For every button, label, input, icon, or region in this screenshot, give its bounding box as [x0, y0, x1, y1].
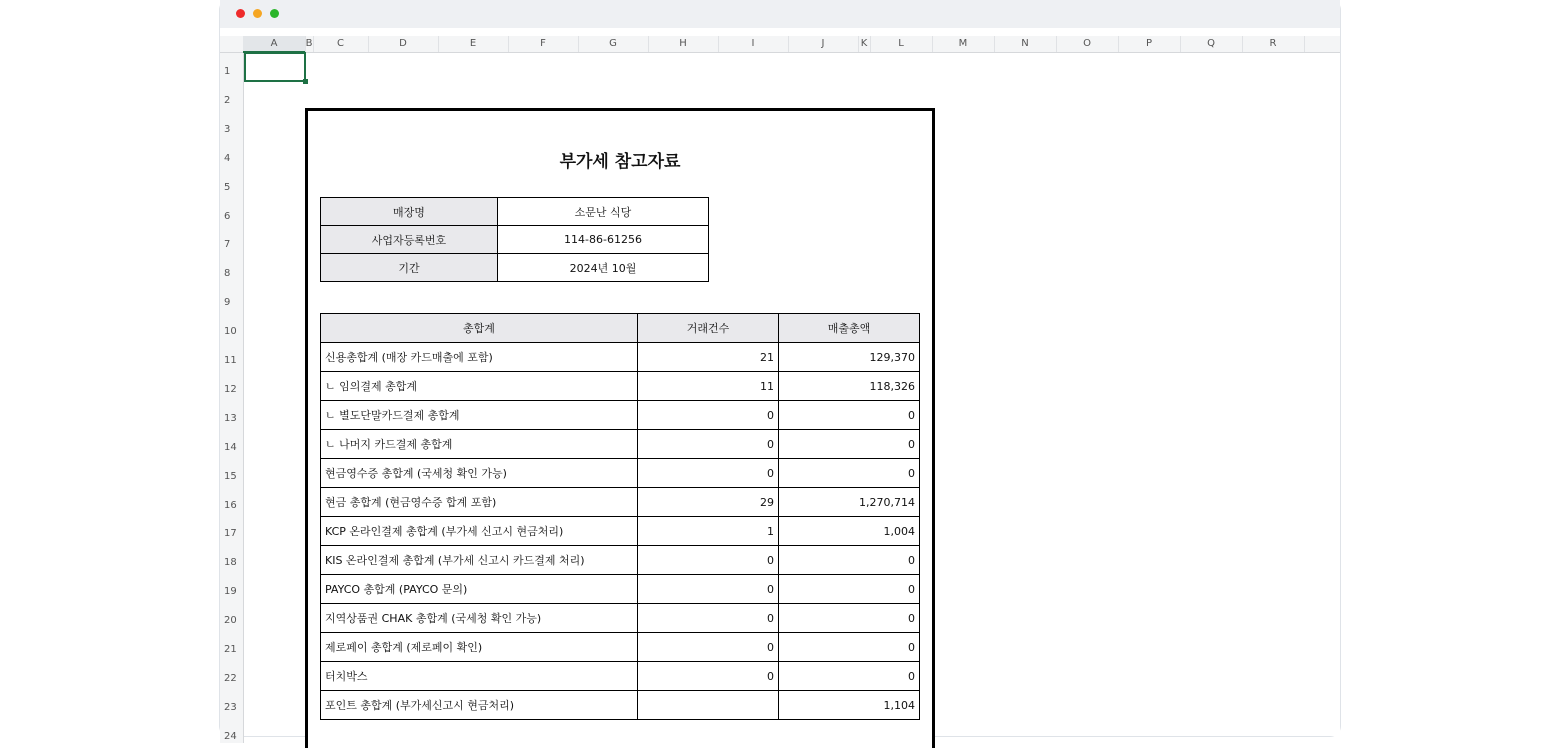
selected-cell-a1[interactable] — [244, 52, 306, 82]
spreadsheet-window — [220, 0, 1340, 742]
row-amount: 0 — [779, 401, 920, 430]
column-separator — [1304, 36, 1305, 52]
table-row — [321, 372, 920, 401]
column-header-o[interactable]: O — [1083, 38, 1091, 49]
row-header-24[interactable]: 24 — [224, 730, 237, 742]
row-count: 21 — [638, 343, 779, 372]
row-header-15[interactable]: 15 — [224, 470, 237, 482]
table-row — [321, 662, 920, 691]
column-header-total: 총합계 — [321, 314, 638, 343]
row-header-21[interactable]: 21 — [224, 644, 237, 655]
row-header-8[interactable]: 8 — [224, 268, 231, 280]
column-header-n[interactable]: N — [1021, 38, 1029, 49]
row-amount: 1,104 — [779, 691, 920, 720]
row-name: KIS 온라인결제 총합계 (부가세 신고시 카드결제 처리) — [321, 546, 638, 575]
table-row — [321, 459, 920, 488]
column-header-k[interactable]: K — [860, 38, 868, 49]
info-row — [321, 254, 709, 282]
info-value: 114-86-61256 — [498, 226, 709, 254]
row-header-22[interactable]: 22 — [224, 672, 237, 684]
document-title: 부가세 참고자료 — [559, 152, 681, 172]
table-row — [321, 343, 920, 372]
row-header-17[interactable]: 17 — [224, 528, 237, 540]
row-count: 11 — [638, 372, 779, 401]
row-count: 0 — [638, 546, 779, 575]
row-header-2[interactable]: 2 — [224, 94, 231, 106]
row-count: 1 — [638, 517, 779, 546]
column-header-a[interactable]: A — [270, 38, 278, 49]
row-header-11[interactable]: 11 — [224, 355, 237, 366]
store-info-table — [320, 197, 709, 282]
column-header-e[interactable]: E — [469, 38, 477, 49]
info-label: 사업자등록번호 — [321, 226, 498, 254]
row-name: 터치박스 — [321, 662, 638, 691]
row-name: PAYCO 총합계 (PAYCO 문의) — [321, 575, 638, 604]
row-header-3[interactable]: 3 — [224, 123, 231, 135]
table-row — [321, 604, 920, 633]
row-count: 0 — [638, 604, 779, 633]
table-row — [321, 691, 920, 720]
info-label: 기간 — [321, 254, 498, 282]
row-header-7[interactable]: 7 — [224, 239, 231, 251]
table-header-row — [321, 314, 920, 343]
column-header-q[interactable]: Q — [1207, 38, 1215, 49]
row-count: 0 — [638, 459, 779, 488]
row-name: 현금 총합계 (현금영수증 합계 포함) — [321, 488, 638, 517]
minimize-window-button[interactable] — [253, 9, 262, 18]
column-header-d[interactable]: D — [399, 38, 407, 49]
row-name: ㄴ 임의결제 총합계 — [321, 372, 638, 401]
row-name: ㄴ 나머지 카드결제 총합계 — [321, 430, 638, 459]
table-row — [321, 430, 920, 459]
close-window-button[interactable] — [236, 9, 245, 18]
column-header-m[interactable]: M — [958, 38, 968, 49]
window-titlebar — [220, 0, 1340, 28]
maximize-window-button[interactable] — [270, 9, 279, 18]
row-count: 0 — [638, 575, 779, 604]
info-value: 2024년 10월 — [498, 254, 709, 282]
table-row — [321, 517, 920, 546]
row-header-14[interactable]: 14 — [224, 441, 237, 453]
row-name: ㄴ 별도단말카드결제 총합계 — [321, 401, 638, 430]
row-header-12[interactable]: 12 — [224, 383, 237, 395]
row-header-9[interactable]: 9 — [224, 297, 231, 309]
info-row — [321, 226, 709, 254]
row-amount: 1,270,714 — [779, 488, 920, 517]
row-amount: 0 — [779, 546, 920, 575]
row-header-6[interactable]: 6 — [224, 210, 231, 222]
row-amount: 1,004 — [779, 517, 920, 546]
row-count: 0 — [638, 401, 779, 430]
row-count — [638, 691, 779, 720]
column-header-amount: 매출총액 — [779, 314, 920, 343]
row-count: 29 — [638, 488, 779, 517]
row-amount: 0 — [779, 633, 920, 662]
row-header-5[interactable]: 5 — [224, 181, 231, 193]
info-value: 소문난 식당 — [498, 198, 709, 226]
table-row — [321, 488, 920, 517]
row-amount: 0 — [779, 662, 920, 691]
column-header-f[interactable]: F — [540, 38, 546, 49]
row-header-19[interactable]: 19 — [224, 586, 237, 598]
select-all-corner[interactable] — [220, 36, 243, 52]
row-amount: 0 — [779, 604, 920, 633]
column-header-count: 거래건수 — [638, 314, 779, 343]
row-header-16[interactable]: 16 — [224, 499, 237, 511]
row-name: 포인트 총합계 (부가세신고시 현금처리) — [321, 691, 638, 720]
table-row — [321, 633, 920, 662]
row-name: 지역상품권 CHAK 총합계 (국세청 확인 가능) — [321, 604, 638, 633]
row-name: 신용총합계 (매장 카드매출에 포함) — [321, 343, 638, 372]
row-count: 0 — [638, 662, 779, 691]
table-row — [321, 575, 920, 604]
column-header-l[interactable]: L — [898, 38, 904, 49]
row-header-1[interactable]: 1 — [224, 66, 231, 77]
row-count: 0 — [638, 633, 779, 662]
info-label: 매장명 — [321, 198, 498, 226]
column-header-i[interactable]: I — [751, 38, 755, 49]
column-header-p[interactable]: P — [1145, 38, 1153, 49]
row-header-10[interactable]: 10 — [224, 326, 237, 338]
vat-reference-document — [305, 108, 935, 748]
row-header-4[interactable]: 4 — [224, 152, 231, 164]
row-name: 제로페이 총합계 (제로페이 확인) — [321, 633, 638, 662]
row-header-23[interactable]: 23 — [224, 701, 237, 713]
column-header-g[interactable]: G — [609, 38, 617, 49]
info-row — [321, 198, 709, 226]
column-header-c[interactable]: C — [337, 38, 344, 49]
row-amount: 0 — [779, 430, 920, 459]
row-amount: 0 — [779, 575, 920, 604]
row-header-18[interactable]: 18 — [224, 557, 237, 569]
row-header-13[interactable]: 13 — [224, 412, 237, 424]
sales-summary-table — [320, 313, 920, 720]
table-row — [321, 546, 920, 575]
spreadsheet-grid[interactable] — [220, 28, 1340, 742]
row-amount: 0 — [779, 459, 920, 488]
row-count: 0 — [638, 430, 779, 459]
row-amount: 118,326 — [779, 372, 920, 401]
row-name: KCP 온라인결제 총합계 (부가세 신고시 현금처리) — [321, 517, 638, 546]
column-header-r[interactable]: R — [1269, 38, 1277, 49]
column-header-j[interactable]: J — [821, 38, 825, 49]
row-header-20[interactable]: 20 — [224, 615, 237, 627]
table-row — [321, 401, 920, 430]
column-header-b[interactable]: B — [305, 38, 313, 49]
row-name: 현금영수증 총합계 (국세청 확인 가능) — [321, 459, 638, 488]
row-amount: 129,370 — [779, 343, 920, 372]
column-header-h[interactable]: H — [679, 38, 687, 49]
